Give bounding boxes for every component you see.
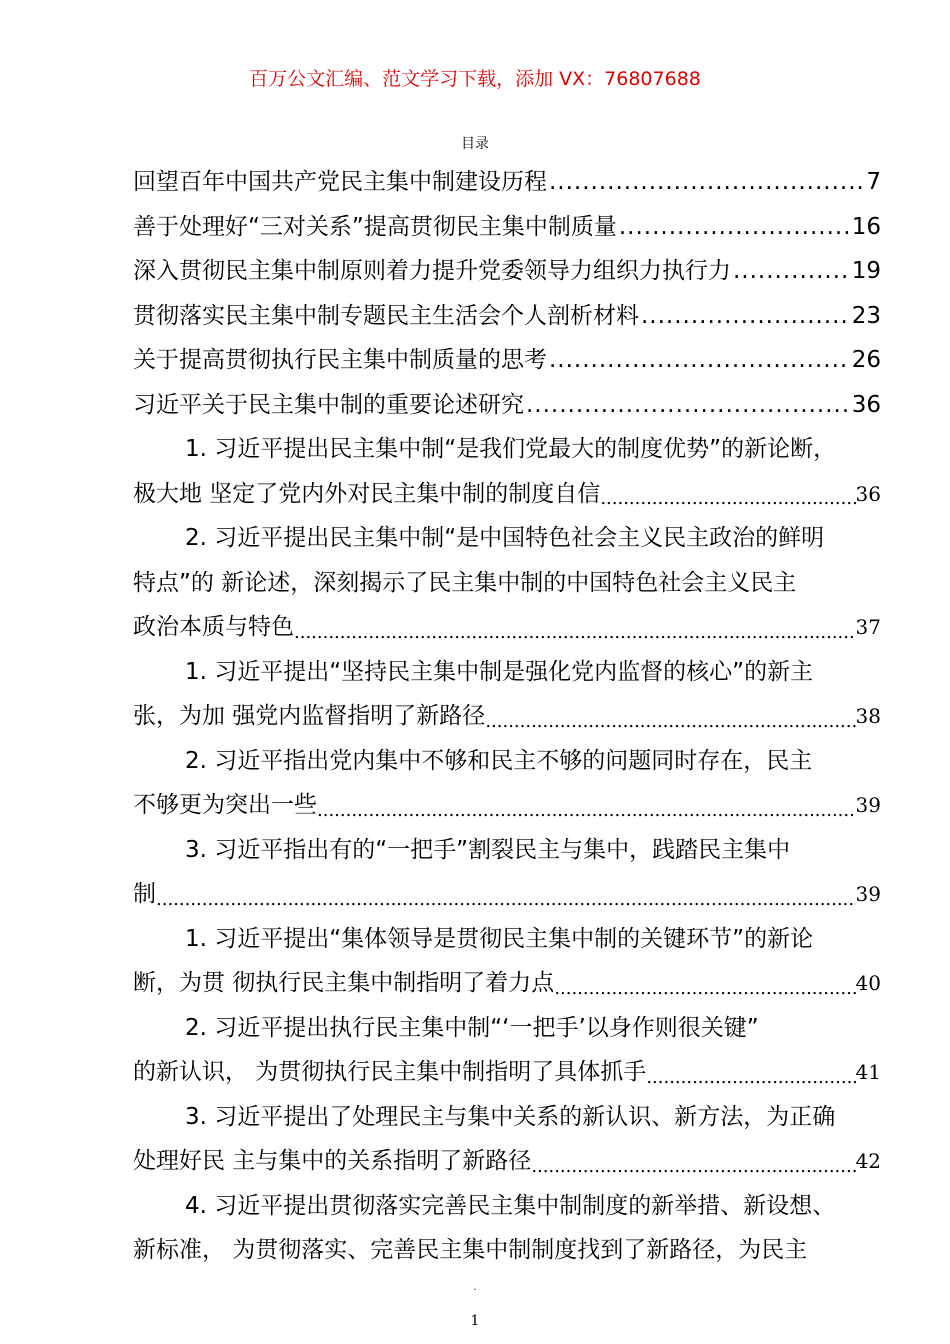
subentry-last-line: 不够更为突出一些 bbox=[133, 792, 317, 818]
subentry-page: 39 bbox=[855, 882, 881, 906]
subentry-page: 36 bbox=[855, 481, 881, 506]
dot-leader bbox=[485, 705, 855, 739]
subentry-line: 2. 习近平提出执行民主集中制“‘一把手’以身作则很关键” bbox=[185, 1014, 759, 1041]
dot-leader bbox=[733, 249, 850, 294]
dot-leader bbox=[531, 1150, 855, 1184]
dot-leader bbox=[641, 294, 850, 339]
dot-leader bbox=[549, 338, 850, 383]
toc-subentry[interactable] bbox=[133, 1006, 881, 1095]
toc-entry-title: 善于处理好“三对关系”提高贯彻民主集中制质量 bbox=[133, 213, 617, 240]
subentry-page: 38 bbox=[855, 704, 881, 728]
dot-leader bbox=[554, 972, 855, 1006]
toc-entry-title: 习近平关于民主集中制的重要论述研究 bbox=[133, 391, 524, 418]
dot-leader bbox=[549, 160, 864, 205]
dot-leader bbox=[317, 794, 856, 828]
subentry-line: 1. 习近平提出“集体领导是贯彻民主集中制的关键环节”的新论 bbox=[185, 925, 814, 952]
dot-leader bbox=[156, 883, 856, 917]
subentry-last-line: 的新认识， 为贯彻执行民主集中制指明了具体抓手 bbox=[133, 1059, 647, 1085]
subentry-line: 3. 习近平提出了处理民主与集中关系的新认识、新方法，为正确 bbox=[185, 1103, 836, 1130]
footer-dot: . bbox=[473, 1282, 477, 1293]
toc-subentry[interactable] bbox=[133, 650, 881, 739]
subentry-last-line: 张，为加 强党内监督指明了新路径 bbox=[133, 703, 486, 729]
toc-entry-page: 16 bbox=[851, 213, 881, 240]
subentry-last-line: 制 bbox=[133, 881, 156, 907]
subentry-line: 4. 习近平提出贯彻落实完善民主集中制制度的新举措、新设想、 bbox=[185, 1192, 836, 1219]
subentry-page: 40 bbox=[855, 971, 881, 995]
subentry-line: 3. 习近平指出有的“一把手”割裂民主与集中，践踏民主集中 bbox=[185, 836, 791, 863]
subentry-line: 特点”的 新论述，深刻揭示了民主集中制的中国特色社会主义民主 bbox=[133, 569, 797, 596]
toc-entry-title: 深入贯彻民主集中制原则着力提升党委领导力组织力执行力 bbox=[133, 258, 731, 284]
toc-entry-title: 关于提高贯彻执行民主集中制质量的思考 bbox=[133, 347, 547, 373]
toc-entry[interactable] bbox=[133, 383, 881, 428]
subentry-last-line: 断，为贯 彻执行民主集中制指明了着力点 bbox=[133, 970, 555, 996]
dot-leader bbox=[619, 205, 850, 250]
subentry-line: 1. 习近平提出“坚持民主集中制是强化党内监督的核心”的新主 bbox=[185, 658, 814, 685]
toc-entry-page: 26 bbox=[851, 347, 881, 373]
subentry-line: 2. 习近平提出民主集中制“是中国特色社会主义民主政治的鲜明 bbox=[185, 525, 825, 551]
header-banner: 百万公文汇编、范文学习下载，添加 VX：76807688 bbox=[249, 68, 701, 90]
subentry-page: 37 bbox=[855, 615, 881, 639]
toc-entry[interactable] bbox=[133, 205, 881, 250]
toc-subentry[interactable] bbox=[133, 427, 881, 516]
page-number: 1 bbox=[470, 1313, 480, 1329]
toc-entry[interactable] bbox=[133, 338, 881, 383]
toc-subentry[interactable] bbox=[133, 917, 881, 1006]
subentry-last-line: 处理好民 主与集中的关系指明了新路径 bbox=[133, 1148, 532, 1174]
subentry-last-line: 极大地 坚定了党内外对民主集中制的制度自信 bbox=[133, 480, 601, 507]
subentry-page: 39 bbox=[855, 793, 881, 817]
toc-entry-page: 19 bbox=[851, 258, 881, 284]
dot-leader bbox=[600, 482, 855, 516]
dot-leader bbox=[294, 616, 856, 650]
toc-subentry-continued[interactable] bbox=[133, 1184, 881, 1273]
subentry-last-line: 政治本质与特色 bbox=[133, 614, 294, 640]
subentry-line: 新标准， 为贯彻落实、完善民主集中制制度找到了新路径，为民主 bbox=[133, 1237, 808, 1263]
toc-entry[interactable] bbox=[133, 294, 881, 339]
dot-leader bbox=[526, 383, 850, 428]
toc-subentry[interactable] bbox=[133, 516, 881, 650]
toc-entry-title: 回望百年中国共产党民主集中制建设历程 bbox=[133, 169, 547, 195]
toc-entry[interactable] bbox=[133, 160, 881, 205]
toc-entry-page: 23 bbox=[851, 302, 881, 329]
toc-entry-title: 贯彻落实民主集中制专题民主生活会个人剖析材料 bbox=[133, 302, 639, 329]
toc-title: 目录 bbox=[461, 136, 489, 152]
dot-leader bbox=[646, 1061, 855, 1095]
toc-entry[interactable] bbox=[133, 249, 881, 294]
subentry-page: 41 bbox=[855, 1060, 881, 1084]
toc-list bbox=[133, 160, 881, 1273]
toc-subentry[interactable] bbox=[133, 739, 881, 828]
toc-entry-page: 36 bbox=[851, 391, 881, 418]
toc-subentry[interactable] bbox=[133, 828, 881, 917]
subentry-line: 1. 习近平提出民主集中制“是我们党最大的制度优势”的新论断， bbox=[185, 436, 837, 462]
subentry-page: 42 bbox=[855, 1149, 881, 1173]
toc-subentry[interactable] bbox=[133, 1095, 881, 1184]
subentry-line: 2. 习近平指出党内集中不够和民主不够的问题同时存在，民主 bbox=[185, 747, 813, 774]
toc-entry-page: 7 bbox=[866, 169, 881, 195]
